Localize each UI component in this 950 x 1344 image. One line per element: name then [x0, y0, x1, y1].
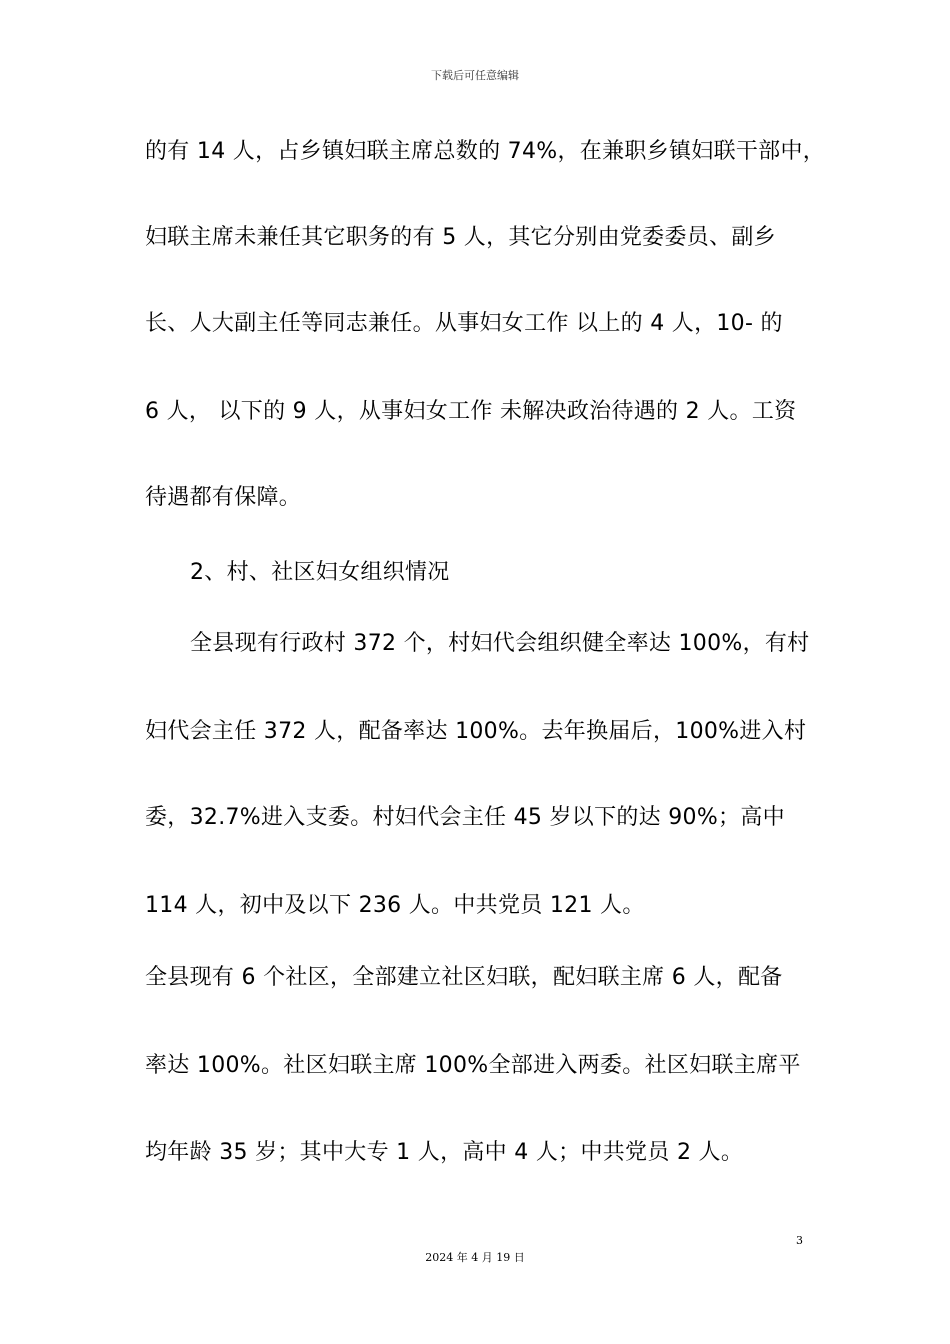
body-line-2: 妇联主席未兼任其它职务的有 5 人，其它分别由党委委员、副乡 — [145, 225, 776, 250]
body-line-11: 全县现有 6 个社区，全部建立社区妇联，配妇联主席 6 人，配备 — [145, 965, 783, 990]
body-line-3: 长、人大副主任等同志兼任。从事妇女工作 以上的 4 人，10- 的 — [145, 311, 783, 336]
body-line-13: 均年龄 35 岁；其中大专 1 人，高中 4 人；中共党员 2 人。 — [145, 1140, 744, 1165]
body-line-9: 委，32.7%进入支委。村妇代会主任 45 岁以下的达 90%；高中 — [145, 805, 785, 830]
body-line-5: 待遇都有保障。 — [145, 485, 302, 510]
section-heading: 2、村、社区妇女组织情况 — [190, 560, 450, 585]
page-footer-date: 2024 年 4 月 19 日 — [425, 1251, 525, 1264]
body-line-4: 6 人， 以下的 9 人，从事妇女工作 未解决政治待遇的 2 人。工资 — [145, 399, 797, 424]
body-line-1: 的有 14 人，占乡镇妇联主席总数的 74%，在兼职乡镇妇联干部中， — [145, 139, 826, 164]
body-line-7: 全县现有行政村 372 个，村妇代会组织健全率达 100%，有村 — [190, 631, 810, 656]
page-header: 下载后可任意编辑 — [431, 69, 519, 82]
body-line-12: 率达 100%。社区妇联主席 100%全部进入两委。社区妇联主席平 — [145, 1053, 801, 1078]
page-number: 3 — [796, 1234, 803, 1247]
body-line-8: 妇代会主任 372 人，配备率达 100%。去年换届后，100%进入村 — [145, 719, 807, 744]
body-line-10: 114 人，初中及以下 236 人。中共党员 121 人。 — [145, 893, 645, 918]
